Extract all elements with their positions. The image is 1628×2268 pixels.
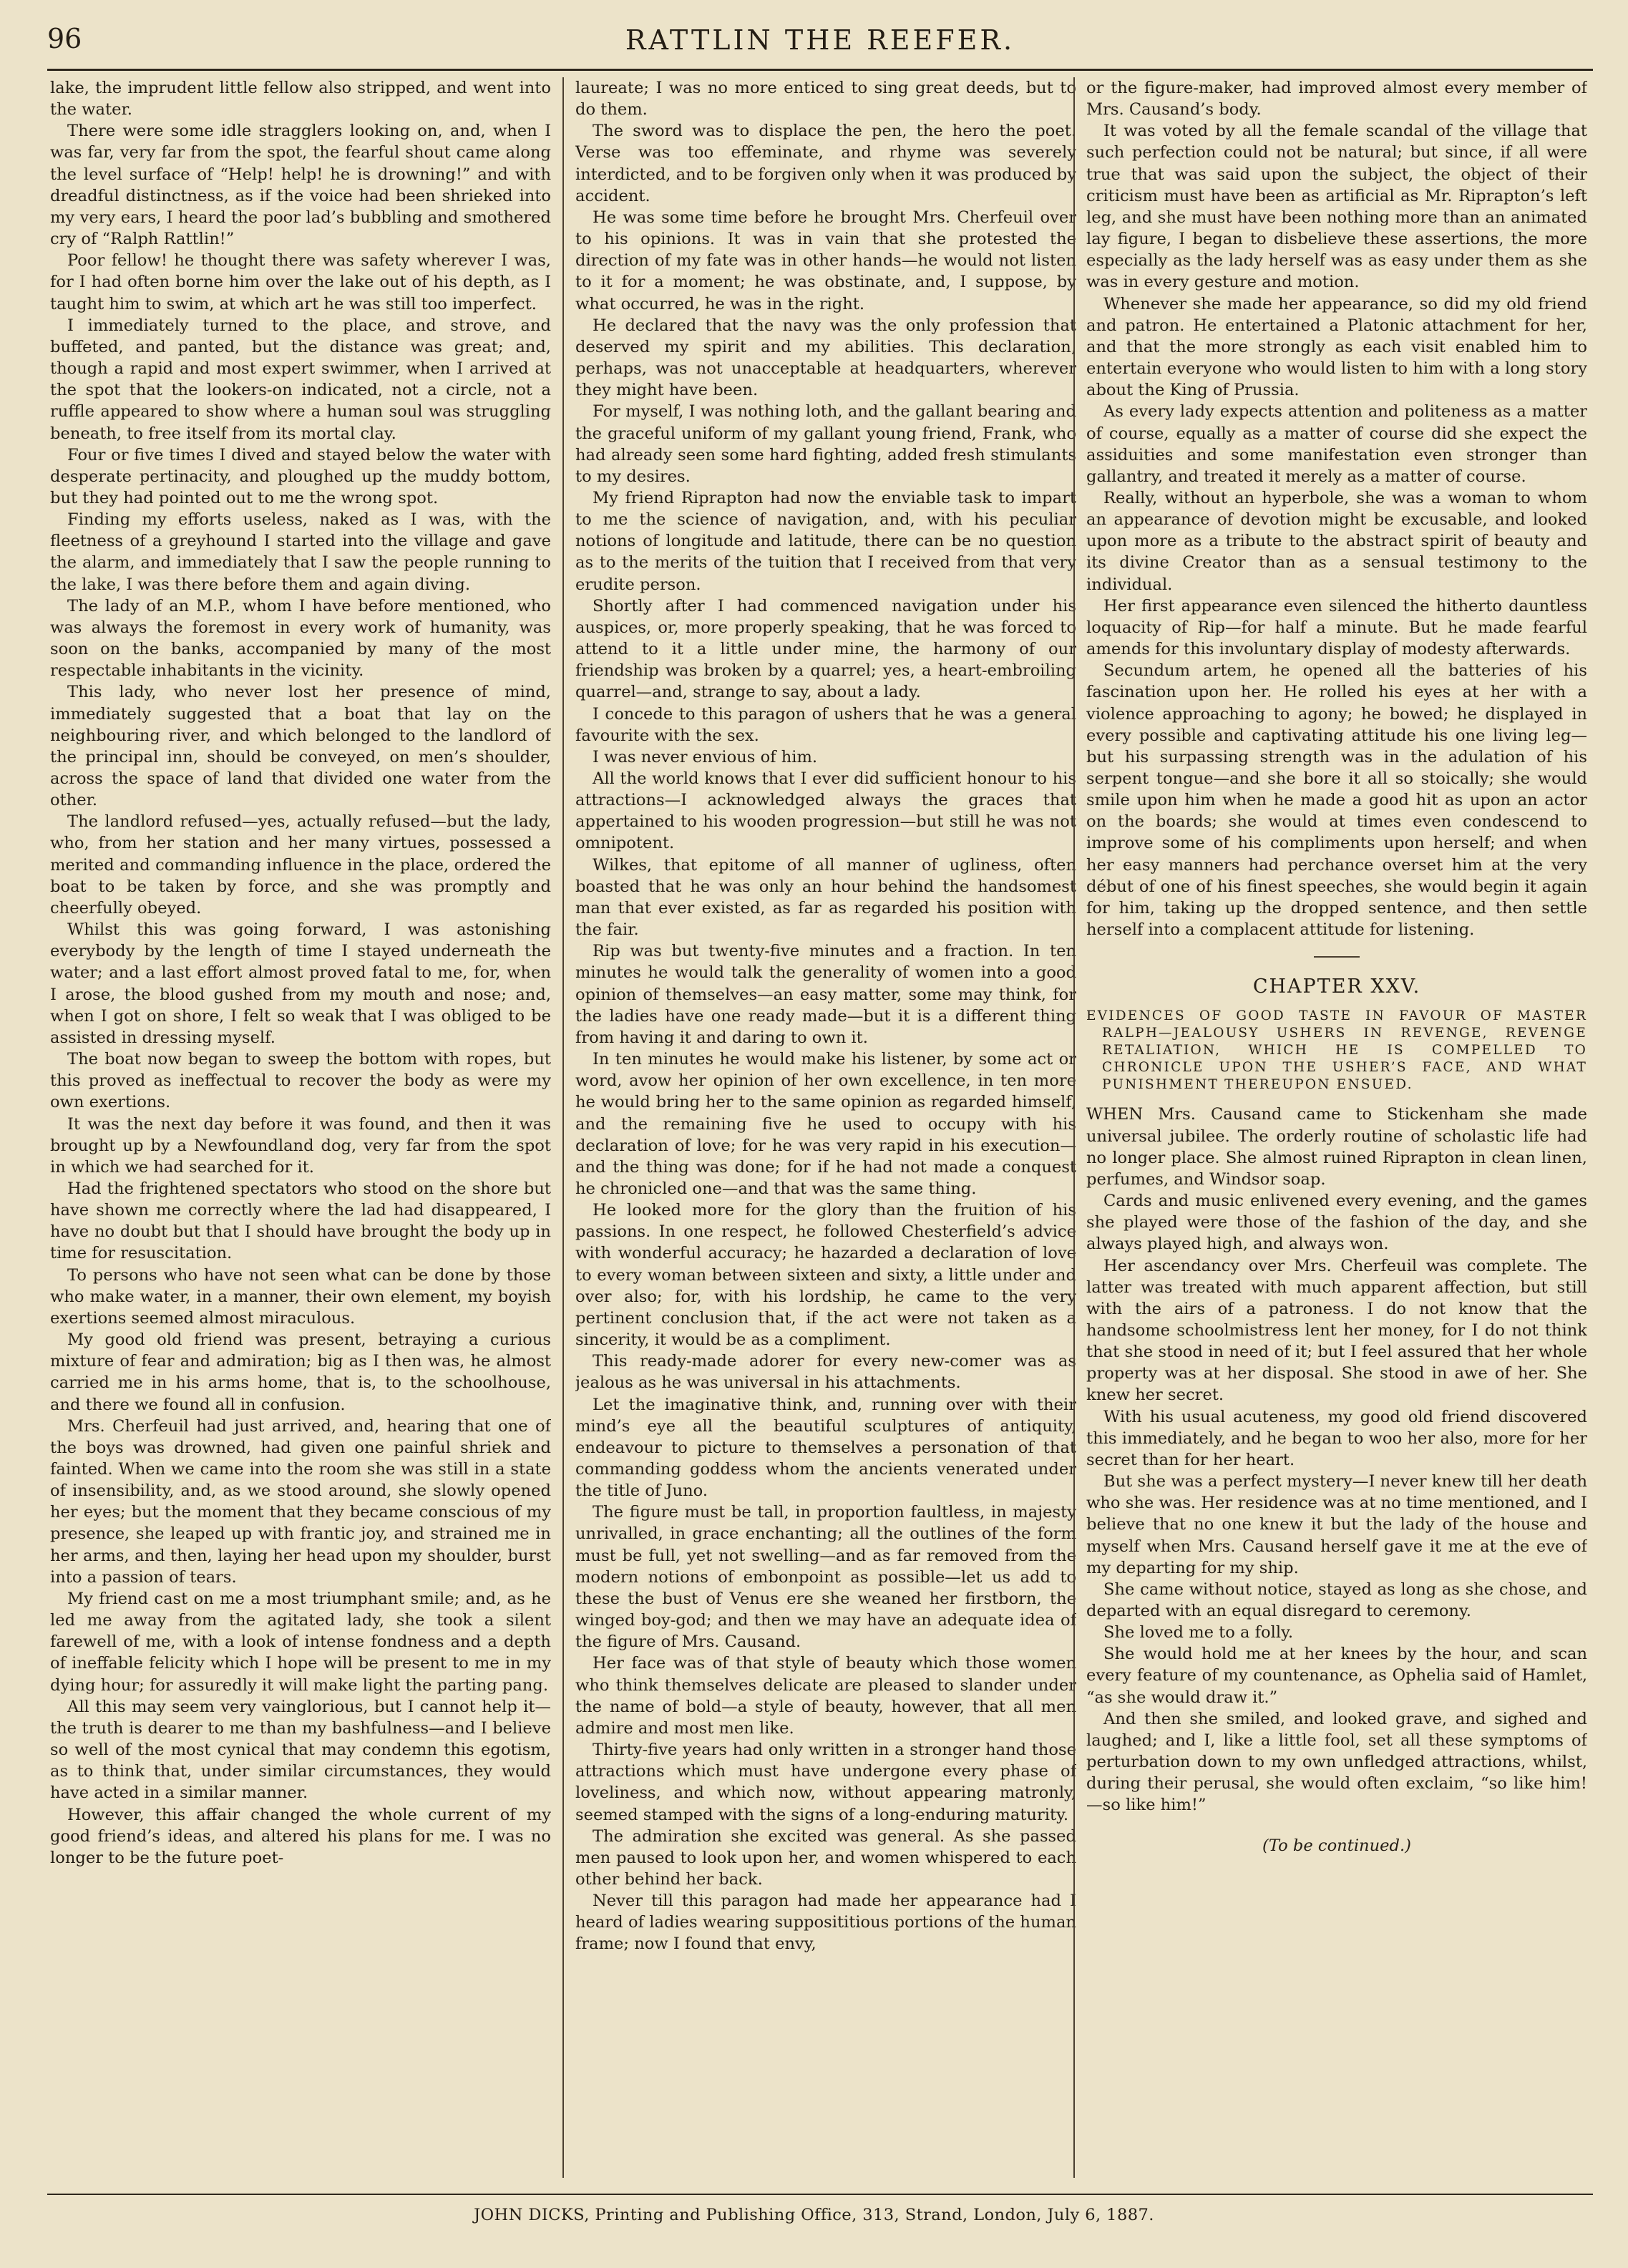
running-head — [47, 19, 1593, 62]
paragraph: In ten minutes he would make his listener, by some act or word, avow her opinion of her own excellence, in ten more he would bring her to the same opinion as regarded himself, and the remaining five he used to occupy with his declaration of love; for he was very rapid in his execution—and the thing was done; for if he had not made a conquest he chronicled one—and that was the same thing. — [575, 1050, 1076, 1198]
chapter-heading: CHAPTER XXV. — [1252, 975, 1421, 998]
header-rule — [47, 69, 1593, 71]
paragraph: She came without notice, stayed as long as she chose, and departed with an equal disregard to ceremony. — [1086, 1580, 1587, 1620]
column-middle — [575, 77, 1076, 2178]
paragraph: He looked more for the glory than the fruition of his passions. In one respect, he followed Chesterfield’s advice with wonderful accuracy; he hazarded a declaration of love to every woman between sixteen and sixty, a little under and over also; for, with his lordship, he came to the very pertinent conclusion that, if the act were not taken as a sincerity, it would be as a compliment. — [575, 1201, 1076, 1350]
paragraph: This lady, who never lost her presence of mind, immediately suggested that a boat that lay on the neighbouring river, and which belonged to the landlord of the principal inn, should be conveyed, on men’s shoulder, across the space of land that divided one water from the other. — [50, 683, 551, 810]
paragraph: The lady of an M.P., whom I have before mentioned, who was always the foremost in every work of humanity, was soon on the banks, accompanied by many of the most respectable inhabitants in the vicinity. — [50, 596, 551, 681]
paragraph: The admiration she excited was general. As she passed men paused to look upon her, and women whispered to each other behind her back. — [575, 1826, 1076, 1889]
paragraph: For myself, I was nothing loth, and the gallant bearing and the graceful uniform of my gallant young friend, Frank, who had already seen some hard fighting, added fresh stimulants to my desires. — [575, 402, 1076, 486]
paragraph: Cards and music enlivened every evening, and the games she played were those of the fashion of the day, and she always played high, and always won. — [1086, 1192, 1587, 1254]
paragraph: Secundum artem, he opened all the batteries of his fascination upon her. He rolled his eyes at her with a violence approaching to agony; he bowed; he displayed in every possible and captivating attitude his one living leg—but his surpassing strength was in the adulation of his serpent tongue—and she bore it all so stoically; she would smile upon him when he made a good hit as upon an actor on the boards; she would at times even condescend to improve some of his compliments upon herself; and when her easy manners had perchance overset him at the very début of one of his finest speeches, she would begin it again for him, taking up the dropped sentence, and then settle herself into a complacent attitude for listening. — [1086, 661, 1587, 940]
to-be-continued-note: (To be continued.) — [1262, 1836, 1411, 1855]
paragraph: He declared that the navy was the only profession that deserved my spirit and my abilities. This declaration, perhaps, was not unacceptable at headquarters, wherever they might have been. — [575, 316, 1076, 400]
paragraph: lake, the imprudent little fellow also stripped, and went into the water. — [50, 79, 551, 120]
paragraph: Let the imaginative think, and, running over with their mind’s eye all the beautiful sculptures of antiquity, endeavour to picture to themselves a personation of that commanding goddess whom the ancients venerated under the title of Juno. — [575, 1395, 1076, 1501]
paragraph: All the world knows that I ever did sufficient honour to his attractions—I acknowledged always the graces that appertained to his wooden progression—but still he was not omnipotent. — [575, 769, 1076, 853]
paragraph: It was voted by all the female scandal of the village that such perfection could not be natural; but since, if all were true that was said upon the subject, the object of their criticism must have been as artificial as Mr. Riprapton’s left leg, and she must have been nothing more than an animated lay figure, I began to disbelieve these assertions, the more especially as the lady herself was as easy under them as she was in every gesture and motion. — [1086, 122, 1587, 292]
paragraph: I immediately turned to the place, and strove, and buffeted, and panted, but the distance was great; and, though a rapid and most expert swimmer, when I arrived at the spot that the lookers-on indicated, not a circle, not a ruffle appeared to show where a human soul was struggling beneath, to free itself from its mortal clay. — [50, 316, 551, 443]
paragraph: He was some time before he brought Mrs. Cherfeuil over to his opinions. It was in vain that she protested the direction of my fate was in other hands—he would not listen to it for a moment; he was obstinate, and, I suppose, by what occurred, he was in the right. — [575, 208, 1076, 313]
paragraph: Poor fellow! he thought there was safety wherever I was, for I had often borne him over the lake out of his depth, as I taught him to swim, at which art he was still too imperfect. — [50, 251, 551, 313]
running-title: RATTLIN THE REEFER. — [625, 24, 1015, 56]
column-divider — [562, 77, 564, 2178]
paragraph: With his usual acuteness, my good old friend discovered this immediately, and he began to woo her also, more for her secret than for her heart. — [1086, 1407, 1587, 1469]
paragraph: Her ascendancy over Mrs. Cherfeuil was complete. The latter was treated with much apparent affection, but still with the airs of a patroness. I do not know that the handsome schoolmistress lent her money, for I do not think that she stood in need of it; but I feel assured that her whole property was at her disposal. She stood in awe of her. She knew her secret. — [1086, 1256, 1587, 1405]
paragraph: laureate; I was no more enticed to sing great deeds, but to do them. — [575, 79, 1076, 120]
paragraph: Four or five times I dived and stayed below the water with desperate pertinacity, and ploughed up the muddy bottom, but they had pointed out to me the wrong spot. — [50, 445, 551, 507]
paragraph: The landlord refused—yes, actually refused—but the lady, who, from her station and her many virtues, possessed a merited and commanding influence in the place, ordered the boat to be taken by force, and she was promptly and cheerfully obeyed. — [50, 812, 551, 918]
paragraph: Rip was but twenty-five minutes and a fraction. In ten minutes he would talk the generality of women into a good opinion of themselves—an easy matter, some may think, for the ladies have one ready made—but it is a different thing from having it and daring to own it. — [575, 942, 1076, 1047]
paragraph: The sword was to displace the pen, the hero the poet. Verse was too effeminate, and rhyme was severely interdicted, and to be forgiven only when it was produced by accident. — [575, 122, 1076, 205]
paragraph: Her first appearance even silenced the hitherto dauntless loquacity of Rip—for half a minute. But he made fearful amends for this involuntary display of modesty afterwards. — [1086, 596, 1587, 659]
paragraph: Whilst this was going forward, I was astonishing everybody by the length of time I stayed underneath the water; and a last effort almost proved fatal to me, for, when I arose, the blood gushed from my mouth and nose; and, when I got on shore, I felt so weak that I was obliged to be assisted in dressing myself. — [50, 920, 551, 1047]
paragraph: It was the next day before it was found, and then it was brought up by a Newfoundland dog, very far from the spot in which we had searched for it. — [50, 1114, 551, 1177]
page-number: 96 — [47, 23, 82, 54]
paragraph: Thirty-five years had only written in a stronger hand those attractions which must have undergone every phase of loveliness, and which now, without appearing matronly, seemed stamped with the signs of a long-enduring maturity. — [575, 1741, 1076, 1824]
paragraph: Whenever she made her appearance, so did my old friend and patron. He entertained a Platonic attachment for her, and that the more strongly as each visit enabled him to entertain everyone who would listen to him with a long story about the King of Prussia. — [1086, 294, 1587, 400]
paragraph: Had the frightened spectators who stood on the shore but have shown me correctly where the lad had disappeared, I have no doubt but that I should have brought the body up in time for resuscitation. — [50, 1179, 551, 1263]
column-left — [50, 77, 551, 2178]
paragraph: I was never envious of him. — [593, 747, 818, 766]
paragraph: To persons who have not seen what can be done by those who make water, in a manner, their own element, my boyish exertions seemed almost miraculous. — [50, 1265, 551, 1328]
paragraph: My friend cast on me a most triumphant smile; and, as he led me away from the agitated lady, she took a silent farewell of me, with a look of intense fondness and a depth of ineffable felicity which I hope will be present to me in my dying hour; for assuredly it will make light the parting pang. — [50, 1589, 551, 1695]
paragraph: Really, without an hyperbole, she was a woman to whom an appearance of devotion might be excusable, and looked upon more as a tribute to the abstract spirit of beauty and its divine Creator than as a sensual testimony to the individual. — [1086, 488, 1587, 594]
paragraph: My friend Riprapton had now the enviable task to impart to me the science of navigation, and, with his peculiar notions of longitude and latitude, there can be no question as to the merits of the tuition that I received from that very erudite person. — [575, 488, 1076, 594]
paragraph: Never till this paragon had made her appearance had I heard of ladies wearing supposititious portions of the human frame; now I found that envy, — [575, 1892, 1076, 1954]
paragraph: All this may seem very vainglorious, but I cannot help it—the truth is dearer to me than my bashfulness—and I believe so well of the most cynical that may condemn this egotism, as to think that, under similar circumstances, they would have acted in a similar manner. — [50, 1697, 551, 1803]
paragraph: I concede to this paragon of ushers that he was a general favourite with the sex. — [575, 704, 1076, 745]
chapter-summary: EVIDENCES OF GOOD TASTE IN FAVOUR OF MASTER RALPH—JEALOUSY USHERS IN REVENGE, REVENGE RETALIATION, WHICH HE IS COMPELLED TO CHRONICLE UPON THE USHER’S FACE, AND WHAT PUNISHMENT THEREUPON ENSUED. — [1086, 1008, 1587, 1093]
paragraph: And then she smiled, and looked grave, and sighed and laughed; and I, like a little fool, set all these symptoms of perturbation down to my own unfledged attractions, whilst, during their perusal, she would often exclaim, “so like him!—so like him!” — [1086, 1709, 1587, 1815]
paragraph: This ready-made adorer for every new-comer was as jealous as he was universal in his attachments. — [575, 1352, 1076, 1393]
publisher-imprint: JOHN DICKS, Printing and Publishing Office, 313, Strand, London, July 6, 1887. — [474, 2206, 1154, 2224]
paragraph: or the figure-maker, had improved almost every member of Mrs. Causand’s body. — [1086, 79, 1587, 120]
footer-rule — [47, 2194, 1593, 2195]
column-divider — [1073, 77, 1075, 2178]
paragraph: Her face was of that style of beauty which those women who think themselves delicate are pleased to slander under the name of bold—a style of beauty, however, that all men admire and most men like. — [575, 1654, 1076, 1738]
paragraph: But she was a perfect mystery—I never knew till her death who she was. Her residence was at no time mentioned, and I believe that no one knew it but the lady of the house and myself when Mrs. Causand herself gave it me at the eve of my departing for my ship. — [1086, 1472, 1587, 1577]
paragraph: She loved me to a folly. — [1103, 1623, 1294, 1642]
paragraph: Shortly after I had commenced navigation under his auspices, or, more properly speaking, that he was forced to attend to it a little under mine, the harmony of our friendship was broken by a quarrel; yes, a heart-embroiling quarrel—and, strange to say, about a lady. — [575, 596, 1076, 702]
paragraph: There were some idle stragglers looking on, and, when I was far, very far from the spot, the fearful shout came along the level surface of “Help! help! he is drowning!” and with dreadful distinctness, as if the voice had been shrieked into my very ears, I heard the poor lad’s bubbling and smothered cry of “Ralph Rattlin!” — [50, 122, 551, 249]
paragraph: The boat now began to sweep the bottom with ropes, but this proved as ineffectual to recover the body as were my own exertions. — [50, 1050, 551, 1112]
paragraph: Wilkes, that epitome of all manner of ugliness, often boasted that he was only an hour behind the handsomest man that ever existed, as far as regarded his position with the fair. — [575, 855, 1076, 940]
paragraph: WHEN Mrs. Causand came to Stickenham she made universal jubilee. The orderly routine of scholastic life had no longer place. She almost ruined Riprapton in clean linen, perfumes, and Windsor soap. — [1086, 1105, 1587, 1189]
column-right — [1086, 77, 1587, 2178]
paragraph: My good old friend was present, betraying a curious mixture of fear and admiration; big as I then was, he almost carried me in his arms home, that is, to the schoolhouse, and there we found all in confusion. — [50, 1330, 551, 1414]
paragraph: However, this affair changed the whole current of my good friend’s ideas, and altered his plans for me. I was no longer to be the future poet- — [50, 1805, 551, 1867]
paragraph: Mrs. Cherfeuil had just arrived, and, hearing that one of the boys was drowned, had given one painful shriek and fainted. When we came into the room she was still in a state of insensibility, and, as we stood around, she slowly opened her eyes; but the moment that they became conscious of my presence, she leaped up with frantic joy, and strained me in her arms, and then, laying her head upon my shoulder, burst into a passion of tears. — [50, 1416, 551, 1587]
paragraph: Finding my efforts useless, naked as I was, with the fleetness of a greyhound I started into the village and gave the alarm, and immediately that I saw the people running to the lake, I was there before them and again diving. — [50, 510, 551, 594]
paragraph: She would hold me at her knees by the hour, and scan every feature of my countenance, as Ophelia said of Hamlet, “as she would draw it.” — [1086, 1645, 1587, 1707]
paragraph: The figure must be tall, in proportion faultless, in majesty unrivalled, in grace enchanting; all the outlines of the form must be full, yet not swelling—and as far removed from the modern notions of embonpoint as possible—let us add to these the bust of Venus ere she weaned her firstborn, the winged boy-god; and then we may have an adequate idea of the figure of Mrs. Causand. — [575, 1503, 1076, 1652]
section-rule — [1314, 956, 1360, 958]
paragraph: As every lady expects attention and politeness as a matter of course, equally as a matter of course did she expect the assiduities and some manifestation even stronger than gallantry, and treated it merely as a matter of course. — [1086, 402, 1587, 486]
